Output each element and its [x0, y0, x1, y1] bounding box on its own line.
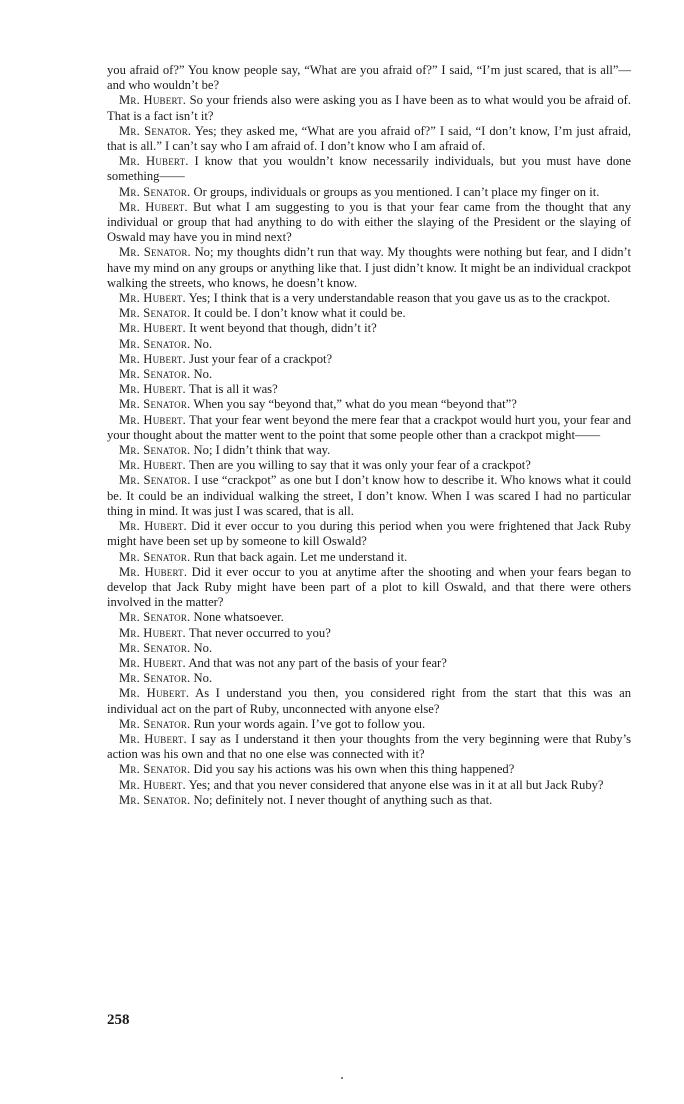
- speaker-label: Mr. Hubert.: [119, 655, 186, 670]
- paragraph-text: No.: [193, 640, 213, 655]
- transcript-paragraph: [107, 200, 631, 246]
- transcript-paragraph: [107, 413, 631, 443]
- transcript-paragraph: [107, 93, 631, 123]
- speaker-label: Mr. Hubert.: [119, 321, 186, 336]
- transcript-body: [107, 63, 631, 808]
- transcript-paragraph: [107, 382, 631, 397]
- transcript-paragraph: [107, 63, 631, 93]
- paragraph-text: That your fear went beyond the mere fear that a crackpot would hurt you, your fear and your thought about the matter went to the point that some people other than a crackpot might——: [107, 412, 631, 442]
- paragraph-text: Yes; they asked me, “What are you afraid of?” I said, “I don’t know, I’m just afraid, that is all.” I can’t say who I am afraid of. I don’t know who I am afraid of.: [107, 123, 631, 154]
- transcript-paragraph: [107, 778, 631, 793]
- speaker-label: Mr. Senator.: [119, 762, 191, 777]
- paragraph-text: Run that back again. Let me understand it.: [193, 549, 408, 564]
- paragraph-text: That never occurred to you?: [188, 625, 331, 640]
- transcript-paragraph: [107, 124, 631, 154]
- paragraph-text: No.: [193, 367, 213, 382]
- paragraph-text: Run your words again. I’ve got to follow you.: [193, 716, 426, 731]
- transcript-paragraph: [107, 626, 631, 641]
- transcript-paragraph: [107, 337, 631, 352]
- speaker-label: Mr. Hubert.: [119, 686, 190, 701]
- paragraph-text: No.: [193, 336, 213, 351]
- speaker-label: Mr. Senator.: [119, 245, 191, 260]
- paragraph-text: Yes; I think that is a very understandable reason that you gave us as to the crackpot.: [188, 291, 611, 306]
- transcript-paragraph: [107, 793, 631, 808]
- transcript-paragraph: [107, 245, 631, 291]
- transcript-paragraph: [107, 519, 631, 549]
- speaker-label: Mr. Senator.: [119, 397, 191, 412]
- speaker-label: Mr. Hubert.: [119, 777, 186, 792]
- paragraph-text: Did it ever occur to you during this period when you were frightened that Jack Ruby might have been set up by someone to kill Oswald?: [107, 519, 631, 549]
- paragraph-text: you afraid of?” You know people say, “What are you afraid of?” I said, “I’m just scared, that is all”—and who wouldn’t be?: [107, 63, 631, 93]
- paragraph-text: I know that you wouldn’t know necessarily individuals, but you must have done something——: [107, 154, 631, 184]
- transcript-paragraph: [107, 154, 631, 184]
- paragraph-text: But what I am suggesting to you is that your fear came from the thought that any individual or group that had anything to do with either the slaying of the President or the slaying of Oswald may have you in mind next?: [107, 199, 632, 245]
- speaker-label: Mr. Senator.: [119, 792, 191, 807]
- transcript-paragraph: [107, 367, 631, 382]
- speaker-label: Mr. Senator.: [119, 123, 192, 138]
- speaker-label: Mr. Hubert.: [119, 412, 187, 427]
- paragraph-text: None whatsoever.: [193, 610, 284, 625]
- speaker-label: Mr. Hubert.: [119, 199, 188, 214]
- transcript-paragraph: [107, 671, 631, 686]
- paragraph-text: No.: [193, 671, 213, 686]
- speaker-label: Mr. Senator.: [119, 473, 191, 488]
- transcript-paragraph: [107, 185, 631, 200]
- transcript-paragraph: [107, 686, 631, 716]
- speaker-label: Mr. Senator.: [119, 640, 191, 655]
- transcript-paragraph: [107, 610, 631, 625]
- paragraph-text: So your friends also were asking you as I have been as to what would you be afraid of. That is a fact isn’t it?: [107, 93, 631, 123]
- transcript-paragraph: [107, 656, 631, 671]
- speaker-label: Mr. Senator.: [119, 336, 191, 351]
- speaker-label: Mr. Hubert.: [119, 519, 187, 534]
- transcript-paragraph: [107, 550, 631, 565]
- transcript-paragraph: [107, 321, 631, 336]
- paragraph-text: When you say “beyond that,” what do you mean “beyond that”?: [193, 397, 517, 412]
- paragraph-text: It went beyond that though, didn’t it?: [189, 321, 377, 336]
- speaker-label: Mr. Senator.: [119, 671, 191, 686]
- paragraph-text: Then are you willing to say that it was only your fear of a crackpot?: [188, 458, 531, 473]
- transcript-paragraph: [107, 306, 631, 321]
- speaker-label: Mr. Senator.: [119, 184, 191, 199]
- speaker-label: Mr. Hubert.: [119, 625, 186, 640]
- speaker-label: Mr. Hubert.: [119, 731, 187, 746]
- speaker-label: Mr. Hubert.: [119, 382, 186, 397]
- print-speck: [341, 1077, 343, 1079]
- speaker-label: Mr. Hubert.: [119, 564, 188, 579]
- paragraph-text: I say as I understand it then your thoughts from the very beginning were that Ruby’s action was his own and that no one else was connected with it?: [107, 731, 632, 762]
- transcript-paragraph: [107, 473, 631, 519]
- paragraph-text: Yes; and that you never considered that anyone else was in it at all but Jack Ruby?: [188, 777, 604, 792]
- transcript-paragraph: [107, 458, 631, 473]
- speaker-label: Mr. Senator.: [119, 549, 191, 564]
- transcript-paragraph: [107, 717, 631, 732]
- speaker-label: Mr. Senator.: [119, 443, 191, 458]
- paragraph-text: No; definitely not. I never thought of anything such as that.: [193, 792, 493, 807]
- transcript-paragraph: [107, 762, 631, 777]
- paragraph-text: As I understand you then, you considered right from the start that this was an individual act on the part of Ruby, unconnected with anyone else?: [107, 686, 631, 716]
- paragraph-text: I use “crackpot” as one but I don’t know how to describe it. Who knows what it could be. It could be an individual walking the street, I don’t know. When I was scared I had no particular thing in mind. It was just I was scared, that is all.: [107, 473, 632, 518]
- paragraph-text: Or groups, individuals or groups as you mentioned. I can’t place my finger on it.: [193, 184, 600, 199]
- paragraph-text: It could be. I don’t know what it could be.: [193, 306, 406, 321]
- transcript-paragraph: [107, 732, 631, 762]
- speaker-label: Mr. Hubert.: [119, 351, 186, 366]
- paragraph-text: Just your fear of a crackpot?: [189, 351, 333, 366]
- paragraph-text: Did it ever occur to you at anytime after the shooting and when your fears began to develop that Jack Ruby might have been part of a plot to kill Oswald, and that there were others involved in the matter?: [107, 564, 631, 610]
- paragraph-text: No; my thoughts didn’t run that way. My thoughts were nothing but fear, and I didn’t have my mind on any groups or anything like that. I just didn’t know. It might be an individual crackpot walking the streets, who knows, he doesn’t know.: [107, 245, 632, 290]
- paragraph-text: Did you say his actions was his own when this thing happened?: [193, 762, 515, 777]
- transcript-paragraph: [107, 641, 631, 656]
- transcript-paragraph: [107, 352, 631, 367]
- transcript-paragraph: [107, 291, 631, 306]
- speaker-label: Mr. Senator.: [119, 610, 191, 625]
- speaker-label: Mr. Senator.: [119, 716, 191, 731]
- speaker-label: Mr. Hubert.: [119, 291, 186, 306]
- transcript-paragraph: [107, 443, 631, 458]
- transcript-paragraph: [107, 565, 631, 611]
- paragraph-text: No; I didn’t think that way.: [193, 443, 331, 458]
- speaker-label: Mr. Hubert.: [119, 93, 187, 108]
- paragraph-text: And that was not any part of the basis of your fear?: [188, 655, 447, 670]
- transcript-paragraph: [107, 397, 631, 412]
- paragraph-text: That is all it was?: [188, 382, 278, 397]
- speaker-label: Mr. Senator.: [119, 367, 191, 382]
- speaker-label: Mr. Hubert.: [119, 458, 186, 473]
- speaker-label: Mr. Senator.: [119, 306, 191, 321]
- page-number: 258: [107, 1012, 130, 1028]
- speaker-label: Mr. Hubert.: [119, 154, 189, 169]
